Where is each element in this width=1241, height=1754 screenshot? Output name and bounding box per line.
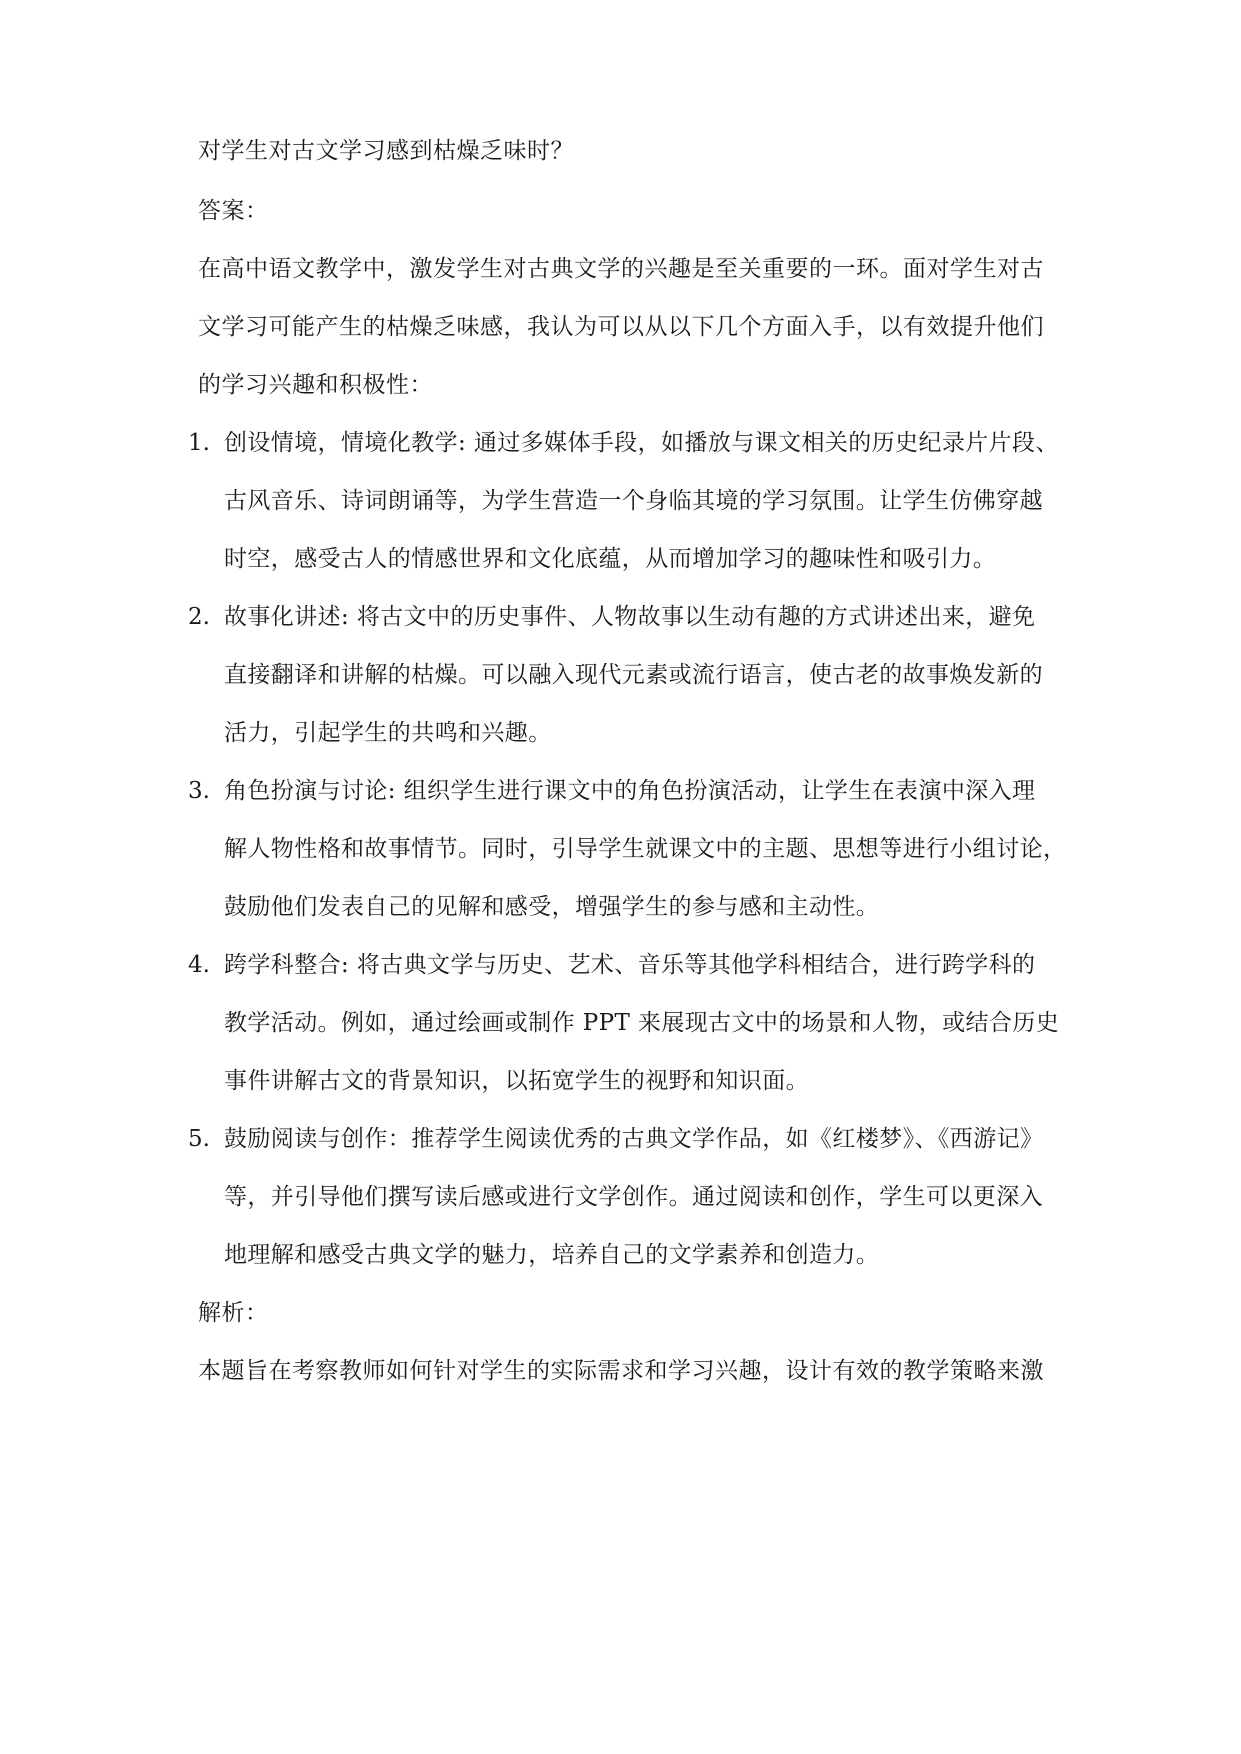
list-item-line: 角色扮演与讨论: 组织学生进行课文中的角色扮演活动，让学生在表演中深入理 — [224, 778, 1036, 804]
intro-line: 的学习兴趣和积极性： — [198, 372, 433, 398]
analysis-label: 解析： — [198, 1300, 269, 1326]
list-item-line: 故事化讲述: 将古文中的历史事件、人物故事以生动有趣的方式讲述出来，避免 — [224, 604, 1036, 630]
list-item-line: 解人物性格和故事情节。同时，引导学生就课文中的主题、思想等进行小组讨论， — [224, 836, 1067, 862]
answer-label: 答案： — [198, 198, 269, 224]
list-item-line: 古风音乐、诗词朗诵等，为学生营造一个身临其境的学习氛围。让学生仿佛穿越 — [224, 488, 1043, 514]
list-item-number: 1. — [188, 430, 210, 456]
list-item-line: 时空，感受古人的情感世界和文化底蕴，从而增加学习的趣味性和吸引力。 — [224, 546, 997, 572]
question-tail: 对学生对古文学习感到枯燥乏味时？ — [198, 138, 574, 164]
list-item-line: 鼓励他们发表自己的见解和感受，增强学生的参与感和主动性。 — [224, 894, 880, 920]
list-item-line: 教学活动。例如，通过绘画或制作 PPT 来展现古文中的场景和人物，或结合历史 — [224, 1010, 1060, 1036]
list-item-line: 地理解和感受古典文学的魅力，培养自己的文学素养和创造力。 — [224, 1242, 880, 1268]
list-item-line: 跨学科整合: 将古典文学与历史、艺术、音乐等其他学科相结合，进行跨学科的 — [224, 952, 1036, 978]
intro-line: 在高中语文教学中，激发学生对古典文学的兴趣是至关重要的一环。面对学生对古 — [198, 256, 1044, 282]
list-item-line: 直接翻译和讲解的枯燥。可以融入现代元素或流行语言，使古老的故事焕发新的 — [224, 662, 1043, 688]
list-item-number: 4. — [188, 952, 210, 978]
list-item-number: 2. — [188, 604, 210, 630]
list-item-line: 事件讲解古文的背景知识，以拓宽学生的视野和知识面。 — [224, 1068, 809, 1094]
list-item-line: 等，并引导他们撰写读后感或进行文学创作。通过阅读和创作，学生可以更深入 — [224, 1184, 1043, 1210]
list-item-line: 活力，引起学生的共鸣和兴趣。 — [224, 720, 552, 746]
list-item-number: 3. — [188, 778, 210, 804]
list-item-line: 创设情境，情境化教学: 通过多媒体手段，如播放与课文相关的历史纪录片片段、 — [224, 430, 1059, 456]
list-item-line: 鼓励阅读与创作：推荐学生阅读优秀的古典文学作品，如《红楼梦》、《西游记》 — [224, 1126, 1044, 1152]
analysis-line: 本题旨在考察教师如何针对学生的实际需求和学习兴趣，设计有效的教学策略来激 — [198, 1358, 1044, 1384]
list-item-number: 5. — [188, 1126, 210, 1152]
intro-line: 文学习可能产生的枯燥乏味感，我认为可以从以下几个方面入手，以有效提升他们 — [198, 314, 1044, 340]
